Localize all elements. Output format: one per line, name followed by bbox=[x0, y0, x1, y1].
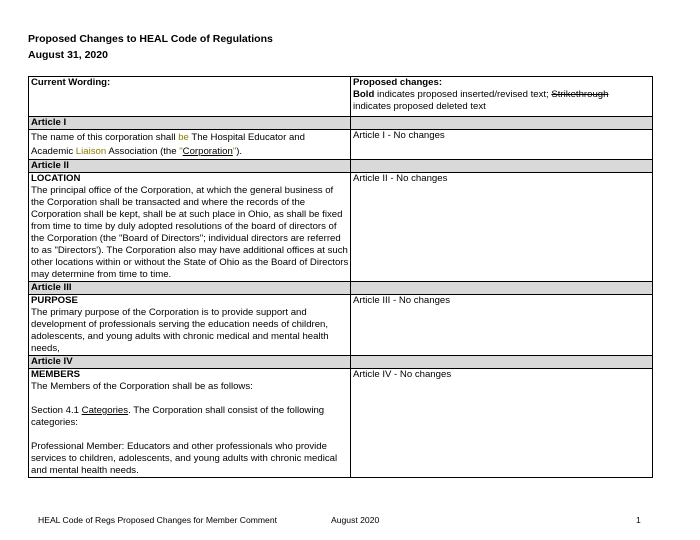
article-4-section-link: Categories bbox=[81, 405, 129, 416]
article-2-content-row bbox=[29, 173, 653, 282]
article-2-heading: LOCATION bbox=[31, 173, 81, 184]
article-3-text bbox=[29, 295, 351, 356]
article-4-label: Article IV bbox=[29, 356, 351, 369]
article-2-label-blank bbox=[351, 160, 653, 173]
article-1-text bbox=[29, 130, 351, 160]
header-current-wording bbox=[29, 77, 351, 117]
article-2-row bbox=[29, 160, 653, 173]
article-1-quote-open: " bbox=[179, 146, 183, 157]
article-1-change: Article I - No changes bbox=[351, 130, 653, 160]
article-1-quote-close: " bbox=[232, 146, 237, 157]
article-4-text bbox=[29, 369, 351, 478]
article-1-text-d: ). bbox=[236, 146, 243, 157]
header-proposed-title: Proposed changes: bbox=[353, 77, 443, 88]
footer-page-number: 1 bbox=[636, 515, 641, 525]
document-date: August 31, 2020 bbox=[28, 49, 108, 61]
article-1-word-be: be bbox=[178, 132, 189, 143]
article-1-label: Article I bbox=[29, 117, 351, 130]
article-1-word-corporation: Corporation bbox=[182, 146, 233, 157]
header-proposed-changes bbox=[351, 77, 653, 117]
article-2-text bbox=[29, 173, 351, 282]
article-4-content-row bbox=[29, 369, 653, 478]
legend-bold-word: Bold bbox=[353, 89, 375, 100]
article-3-body: The primary purpose of the Corporation is to provide support and development of professionals serving the education needs of children, adolescents, and young adults with chronic medical and mental health needs, bbox=[31, 307, 329, 354]
article-1-text-b: The Hospital Educator and Academic bbox=[31, 132, 305, 157]
article-4-gap-2 bbox=[31, 429, 349, 441]
article-4-label-blank bbox=[351, 356, 653, 369]
footer-center: August 2020 bbox=[331, 515, 380, 525]
article-3-row bbox=[29, 282, 653, 295]
footer-left: HEAL Code of Regs Proposed Changes for Member Comment bbox=[38, 515, 277, 525]
article-1-label-blank bbox=[351, 117, 653, 130]
article-4-section-text: . The Corporation shall consist of the following categories: bbox=[31, 405, 325, 428]
article-1-row bbox=[29, 117, 653, 130]
legend-text-2: indicates proposed deleted text bbox=[353, 101, 486, 112]
legend-text-1: indicates proposed inserted/revised text; bbox=[374, 89, 552, 100]
article-3-label-blank bbox=[351, 282, 653, 295]
article-4-body-1: The Members of the Corporation shall be as follows: bbox=[31, 381, 253, 392]
document-title: Proposed Changes to HEAL Code of Regulations bbox=[28, 33, 273, 45]
article-1-text-c: Association (the bbox=[106, 146, 180, 157]
article-4-heading: MEMBERS bbox=[31, 369, 81, 380]
article-3-label: Article III bbox=[29, 282, 351, 295]
article-1-word-liaison: Liaison bbox=[75, 146, 107, 157]
table-header-row bbox=[29, 77, 653, 117]
legend-strike-word: Strikethrough bbox=[551, 89, 609, 100]
document-title-block bbox=[28, 31, 273, 63]
article-4-gap-1 bbox=[31, 393, 349, 405]
article-2-change: Article II - No changes bbox=[351, 173, 653, 282]
article-4-body-3: Professional Member: Educators and other professionals who provide services to children, adolescents, and young adults with chronic medical and mental health needs. bbox=[31, 441, 338, 476]
article-2-body: The principal office of the Corporation, at which the general business of the Corporation shall be transacted and where the records of the Corporation shall be kept, shall be at such place in Ohio, as shall be fixed from time to time by duly adopted resolutions of the board of directors of the Corporation (the "Board of Directors"; individual directors are referred to as "Directors'). The Corporation also may have additional offices at such other locations within or without the State of Ohio as the Board of Directors may determine from time to time. bbox=[31, 185, 349, 280]
article-3-content-row bbox=[29, 295, 653, 356]
article-1-content-row bbox=[29, 130, 653, 160]
article-3-change: Article III - No changes bbox=[351, 295, 653, 356]
article-4-change: Article IV - No changes bbox=[351, 369, 653, 478]
article-4-row bbox=[29, 356, 653, 369]
article-1-text-a: The name of this corporation shall bbox=[31, 132, 179, 143]
header-current-wording-label: Current Wording: bbox=[31, 77, 111, 88]
article-4-section-prefix: Section 4.1 bbox=[31, 405, 82, 416]
regulations-table bbox=[28, 76, 653, 478]
article-2-label: Article II bbox=[29, 160, 351, 173]
article-3-heading: PURPOSE bbox=[31, 295, 78, 306]
